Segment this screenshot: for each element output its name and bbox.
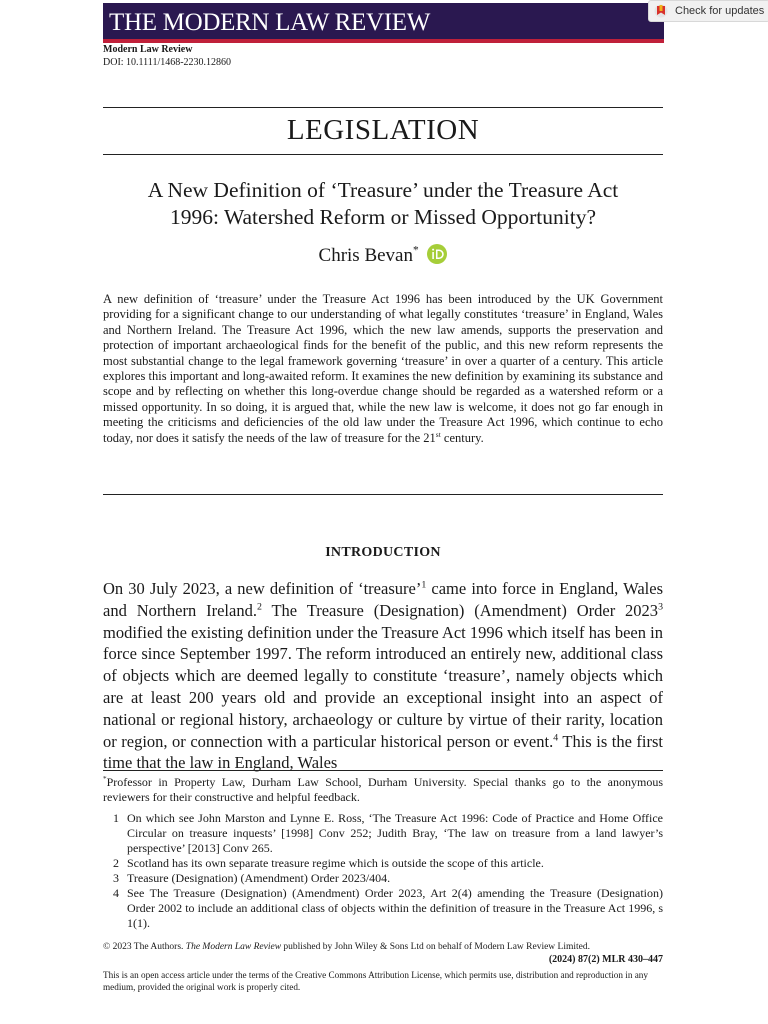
- article-title: [103, 177, 663, 231]
- footnote-text: See The Treasure (Designation) (Amendment) Order 2023, Art 2(4) amending the Treasure (Designation) Order 2002 to include an additional class of objects within the definition of treasure in the Treasure Act 1996, s 1(1).: [127, 886, 663, 930]
- footnote-rule: [103, 770, 663, 771]
- abstract-end: century.: [440, 430, 484, 445]
- article-title-line-2: 1996: Watershed Reform or Missed Opportunity?: [169, 205, 596, 229]
- intro-text-1: On 30 July 2023, a new definition of ‘treasure’: [103, 579, 422, 598]
- author-note-text: Professor in Property Law, Durham Law School, Durham University. Special thanks go to the anonymous reviewers for their constructive and helpful feedback.: [103, 775, 663, 804]
- footnote-item: [103, 886, 663, 931]
- section-heading: LEGISLATION: [286, 114, 480, 146]
- introduction-heading: INTRODUCTION: [325, 545, 441, 560]
- footnote-text: Treasure (Designation) (Amendment) Order 2023/404.: [127, 871, 391, 885]
- copyright-pre: © 2023 The Authors.: [103, 942, 186, 952]
- footnote-text: Scotland has its own separate treasure regime which is outside the scope of this article.: [127, 856, 544, 870]
- rule-under-heading: [103, 154, 663, 155]
- footnote-number: 1: [113, 811, 119, 825]
- footnote-list: [103, 811, 663, 931]
- copyright-notice: [103, 942, 663, 952]
- footnote-number: 3: [113, 871, 119, 885]
- abstract-ordinal-suffix: st: [435, 429, 441, 439]
- author-affiliation-note: [103, 775, 663, 805]
- orcid-icon[interactable]: [427, 244, 447, 264]
- abstract-text: A new definition of ‘treasure’ under the Treasure Act 1996 has been introduced by the UK Government providing for a significant change to our understanding of what legally constitutes ‘treasure’ in England, Wales and Northern Ireland. The Treasure Act 1996, which the new law amends, supports the preservation and protection of important archaeological finds for the benefit of the public, and this new reform represents the most substantial change to the legal framework governing ‘treasure’ in over a quarter of a century. This article explores this important and long-awaited reform. It examines the new definition by examining its substance and scope and by reflecting on whether this long-overdue change should be regarded as a watershed reform or a missed opportunity. In so doing, it is argued that, while the new law is welcome, it does not go far enough in meeting the criticisms and deficiencies of the old law under the Treasure Act 1996, which continue to echo today, nor does it satisfy the needs of the law of treasure for the 21: [103, 292, 663, 445]
- footnote-item: [103, 856, 663, 871]
- footnote-ref-2[interactable]: 2: [256, 601, 262, 613]
- copyright-post: published by John Wiley & Sons Ltd on behalf of Modern Law Review Limited.: [281, 942, 590, 952]
- intro-text-2: came into force in England, Wales and Northern Ireland.: [103, 579, 663, 620]
- check-for-updates-label: Check for updates: [675, 5, 765, 17]
- footnote-number: 2: [113, 856, 119, 870]
- crossmark-icon: [654, 4, 668, 18]
- footnote-item: [103, 811, 663, 856]
- rule-top: [103, 107, 663, 108]
- journal-name: Modern Law Review: [103, 44, 193, 55]
- doi[interactable]: DOI: 10.1111/1468-2230.12860: [103, 57, 232, 68]
- introduction-paragraph: [103, 578, 663, 774]
- author-note-mark: *: [103, 775, 107, 783]
- footnote-ref-1[interactable]: 1: [421, 579, 427, 591]
- abstract: [103, 292, 663, 446]
- author-line: [103, 244, 663, 267]
- footnote-number: 4: [113, 886, 119, 900]
- article-citation: (2024) 87(2) MLR 430–447: [548, 954, 663, 965]
- author-name[interactable]: Chris Bevan: [318, 245, 413, 266]
- check-for-updates-button[interactable]: [648, 0, 768, 22]
- license-notice: This is an open access article under the terms of the Creative Commons Attribution License, which permits use, distribution and reproduction in any medium, provided the original work is properly cited.: [103, 970, 648, 992]
- article-title-line-1: A New Definition of ‘Treasure’ under the Treasure Act: [147, 178, 619, 202]
- intro-text-4: modified the existing definition under the Treasure Act 1996 which itself has been in force since September 1997. The reform introduced an entirely new, additional class of objects which are deemed legally to constitute ‘treasure’, namely objects which are at least 200 years old and provide an exceptional insight into an aspect of national or regional history, archaeology or culture by virtue of their rarity, location or region, or connection with a particular historical person or event.: [103, 622, 663, 751]
- footnote-text: On which see John Marston and Lynne E. Ross, ‘The Treasure Act 1996: Code of Practice and Home Office Circular on treasure inquests’ [1998] Conv 252; Judith Bray, ‘The law on treasure from a land lawyer’s perspective’ [2013] Conv 265.: [127, 811, 663, 855]
- footnote-ref-3[interactable]: 3: [658, 601, 663, 613]
- author-footnote-mark: *: [413, 244, 419, 257]
- intro-text-5: This is the first time that the law in England, Wales: [103, 731, 664, 773]
- rule-under-abstract: [103, 494, 663, 495]
- footnote-ref-4[interactable]: 4: [553, 732, 559, 744]
- journal-masthead: [103, 3, 664, 43]
- masthead-title: THE MODERN LAW REVIEW: [109, 9, 431, 36]
- copyright-journal-name: The Modern Law Review: [185, 942, 282, 952]
- intro-text-3: The Treasure (Designation) (Amendment) Order 2023: [261, 600, 659, 620]
- footnote-item: [103, 871, 663, 886]
